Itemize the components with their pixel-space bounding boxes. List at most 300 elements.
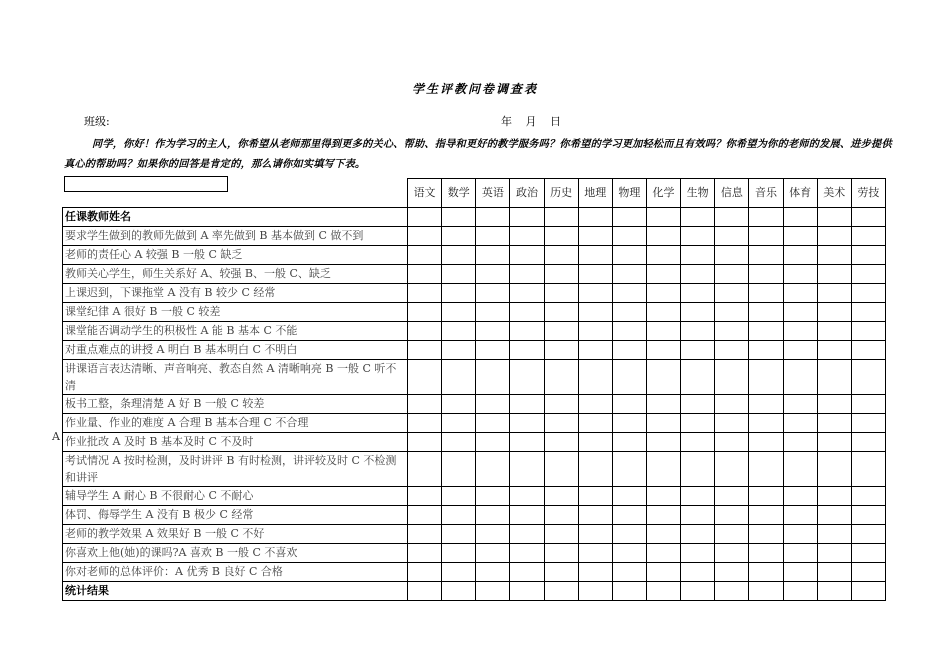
rating-cell[interactable] [408,544,442,563]
rating-cell[interactable] [442,360,476,395]
rating-cell[interactable] [851,582,885,601]
rating-cell[interactable] [783,227,817,246]
rating-cell[interactable] [612,246,646,265]
rating-cell[interactable] [817,433,851,452]
rating-cell[interactable] [817,544,851,563]
rating-cell[interactable] [681,265,715,284]
rating-cell[interactable] [544,322,578,341]
criterion-row [63,452,886,487]
rating-cell[interactable] [817,525,851,544]
rating-cell[interactable] [544,303,578,322]
rating-cell[interactable] [544,246,578,265]
rating-cell[interactable] [783,360,817,395]
rating-cell[interactable] [646,582,680,601]
rating-cell[interactable] [408,414,442,433]
rating-cell[interactable] [851,544,885,563]
rating-cell[interactable] [715,525,749,544]
rating-cell[interactable] [783,506,817,525]
rating-cell[interactable] [749,582,783,601]
row-label: 任课教师姓名 [63,208,408,227]
rating-cell[interactable] [476,246,510,265]
rating-cell[interactable] [612,563,646,582]
rating-cell[interactable] [510,341,544,360]
rating-cell[interactable] [544,582,578,601]
rating-cell[interactable] [715,544,749,563]
rating-cell[interactable] [715,227,749,246]
rating-cell[interactable] [817,341,851,360]
criterion-row [63,227,886,246]
rating-cell[interactable] [510,246,544,265]
rating-cell[interactable] [612,525,646,544]
rating-cell[interactable] [851,341,885,360]
criterion-row [63,563,886,582]
rating-cell[interactable] [578,265,612,284]
rating-cell[interactable] [715,563,749,582]
rating-cell[interactable] [442,452,476,487]
rating-cell[interactable] [476,303,510,322]
rating-cell[interactable] [612,360,646,395]
rating-cell[interactable] [783,544,817,563]
rating-cell[interactable] [510,582,544,601]
row-label: 辅导学生 A 耐心 B 不很耐心 C 不耐心 [63,487,408,506]
rating-cell[interactable] [612,395,646,414]
rating-cell[interactable] [851,452,885,487]
rating-cell[interactable] [612,544,646,563]
rating-cell[interactable] [681,563,715,582]
rating-cell[interactable] [442,582,476,601]
rating-cell[interactable] [646,303,680,322]
rating-cell[interactable] [544,227,578,246]
rating-cell[interactable] [749,395,783,414]
rating-cell[interactable] [681,582,715,601]
rating-cell[interactable] [681,395,715,414]
row-label: 上课迟到，下课拖堂 A 没有 B 较少 C 经常 [63,284,408,303]
rating-cell[interactable] [510,265,544,284]
rating-cell[interactable] [749,452,783,487]
rating-cell[interactable] [612,506,646,525]
side-marker: A [52,430,60,443]
class-label: 班级: [84,115,110,128]
rating-cell[interactable] [749,544,783,563]
rating-cell[interactable] [408,395,442,414]
rating-cell[interactable] [544,360,578,395]
rating-cell[interactable] [476,360,510,395]
rating-cell[interactable] [783,284,817,303]
rating-cell[interactable] [612,414,646,433]
rating-cell[interactable] [817,360,851,395]
rating-cell[interactable] [578,563,612,582]
rating-cell[interactable] [442,208,476,227]
rating-cell[interactable] [510,284,544,303]
rating-cell[interactable] [749,208,783,227]
rating-cell[interactable] [544,265,578,284]
rating-cell[interactable] [612,284,646,303]
rating-cell[interactable] [476,544,510,563]
rating-cell[interactable] [749,563,783,582]
rating-cell[interactable] [544,395,578,414]
rating-cell[interactable] [578,303,612,322]
rating-cell[interactable] [578,525,612,544]
rating-cell[interactable] [578,322,612,341]
rating-cell[interactable] [442,563,476,582]
rating-cell[interactable] [646,341,680,360]
rating-cell[interactable] [510,452,544,487]
rating-cell[interactable] [851,433,885,452]
row-label: 老师的责任心 A 较强 B 一般 C 缺乏 [63,246,408,265]
rating-cell[interactable] [612,208,646,227]
rating-cell[interactable] [578,414,612,433]
rating-cell[interactable] [408,208,442,227]
rating-cell[interactable] [783,487,817,506]
rating-cell[interactable] [646,544,680,563]
rating-cell[interactable] [681,525,715,544]
rating-cell[interactable] [749,506,783,525]
rating-cell[interactable] [681,544,715,563]
rating-cell[interactable] [408,506,442,525]
subject-header: 政治 [510,179,544,208]
rating-cell[interactable] [612,433,646,452]
rating-cell[interactable] [715,452,749,487]
rating-cell[interactable] [646,227,680,246]
rating-cell[interactable] [510,525,544,544]
criterion-row [63,341,886,360]
rating-cell[interactable] [646,433,680,452]
rating-cell[interactable] [783,265,817,284]
rating-cell[interactable] [646,452,680,487]
rating-cell[interactable] [408,582,442,601]
rating-cell[interactable] [749,487,783,506]
rating-cell[interactable] [783,452,817,487]
rating-cell[interactable] [715,246,749,265]
rating-cell[interactable] [851,414,885,433]
rating-cell[interactable] [646,563,680,582]
rating-cell[interactable] [851,265,885,284]
row-label: 教师关心学生，师生关系好 A、较强 B、一般 C、缺乏 [63,265,408,284]
rating-cell[interactable] [476,284,510,303]
rating-cell[interactable] [783,582,817,601]
rating-cell[interactable] [578,395,612,414]
rating-cell[interactable] [817,506,851,525]
rating-cell[interactable] [681,322,715,341]
subject-header: 体育 [783,179,817,208]
rating-cell[interactable] [681,303,715,322]
subject-header: 物理 [612,179,646,208]
rating-cell[interactable] [612,487,646,506]
rating-cell[interactable] [544,208,578,227]
rating-cell[interactable] [476,563,510,582]
rating-cell[interactable] [851,208,885,227]
rating-cell[interactable] [510,303,544,322]
rating-cell[interactable] [715,322,749,341]
rating-cell[interactable] [612,341,646,360]
rating-cell[interactable] [442,544,476,563]
rating-cell[interactable] [681,341,715,360]
rating-cell[interactable] [408,487,442,506]
rating-cell[interactable] [646,395,680,414]
rating-cell[interactable] [408,452,442,487]
rating-cell[interactable] [408,246,442,265]
rating-cell[interactable] [817,395,851,414]
rating-cell[interactable] [408,265,442,284]
rating-cell[interactable] [578,284,612,303]
rating-cell[interactable] [817,414,851,433]
rating-cell[interactable] [681,452,715,487]
rating-cell[interactable] [851,322,885,341]
rating-cell[interactable] [646,246,680,265]
intro-paragraph: 同学，你好！作为学习的主人，你希望从老师那里得到更多的关心、帮助、指导和更好的教学服务吗？你希望的学习更加轻松而且有效吗？你希望为你的老师的发展、进步提供真心的帮助吗？如果你的回答是肯定的，那么请你如实填写下表。 [64,138,892,170]
rating-cell[interactable] [476,341,510,360]
rating-cell[interactable] [646,360,680,395]
rating-cell[interactable] [408,303,442,322]
rating-cell[interactable] [783,395,817,414]
rating-cell[interactable] [715,208,749,227]
rating-cell[interactable] [544,414,578,433]
rating-cell[interactable] [510,487,544,506]
row-label: 对重点难点的讲授 A 明白 B 基本明白 C 不明白 [63,341,408,360]
rating-cell[interactable] [578,544,612,563]
rating-cell[interactable] [715,303,749,322]
rating-cell[interactable] [408,284,442,303]
rating-cell[interactable] [646,208,680,227]
rating-cell[interactable] [817,563,851,582]
rating-cell[interactable] [646,525,680,544]
rating-cell[interactable] [578,433,612,452]
rating-cell[interactable] [578,582,612,601]
rating-cell[interactable] [783,563,817,582]
rating-cell[interactable] [851,525,885,544]
row-label: 作业批改 A 及时 B 基本及时 C 不及时 [63,433,408,452]
rating-cell[interactable] [681,506,715,525]
rating-cell[interactable] [442,395,476,414]
criterion-row [63,360,886,395]
rating-cell[interactable] [442,265,476,284]
rating-cell[interactable] [442,227,476,246]
rating-cell[interactable] [681,246,715,265]
criterion-row [63,506,886,525]
rating-cell[interactable] [544,506,578,525]
rating-cell[interactable] [749,284,783,303]
rating-cell[interactable] [749,246,783,265]
rating-cell[interactable] [408,341,442,360]
rating-cell[interactable] [612,322,646,341]
rating-cell[interactable] [544,544,578,563]
rating-cell[interactable] [817,246,851,265]
rating-cell[interactable] [681,487,715,506]
rating-cell[interactable] [817,322,851,341]
rating-cell[interactable] [408,525,442,544]
rating-cell[interactable] [851,487,885,506]
rating-cell[interactable] [783,246,817,265]
rating-cell[interactable] [442,525,476,544]
rating-cell[interactable] [510,322,544,341]
rating-cell[interactable] [544,341,578,360]
rating-cell[interactable] [851,303,885,322]
rating-cell[interactable] [510,208,544,227]
rating-cell[interactable] [476,525,510,544]
rating-cell[interactable] [715,487,749,506]
rating-cell[interactable] [817,284,851,303]
rating-cell[interactable] [578,227,612,246]
rating-cell[interactable] [715,433,749,452]
rating-cell[interactable] [510,506,544,525]
rating-cell[interactable] [749,433,783,452]
rating-cell[interactable] [476,395,510,414]
rating-cell[interactable] [783,525,817,544]
rating-cell[interactable] [851,227,885,246]
rating-cell[interactable] [442,341,476,360]
rating-cell[interactable] [749,360,783,395]
subject-header: 英语 [476,179,510,208]
rating-cell[interactable] [510,563,544,582]
rating-cell[interactable] [749,341,783,360]
rating-cell[interactable] [681,208,715,227]
rating-cell[interactable] [715,360,749,395]
rating-cell[interactable] [612,582,646,601]
rating-cell[interactable] [749,322,783,341]
rating-cell[interactable] [715,341,749,360]
rating-cell[interactable] [476,322,510,341]
rating-cell[interactable] [851,395,885,414]
rating-cell[interactable] [578,452,612,487]
row-label: 作业量、作业的难度 A 合理 B 基本合理 C 不合理 [63,414,408,433]
rating-cell[interactable] [646,265,680,284]
rating-cell[interactable] [442,246,476,265]
rating-cell[interactable] [612,265,646,284]
rating-cell[interactable] [476,227,510,246]
rating-cell[interactable] [510,414,544,433]
criterion-row [63,395,886,414]
rating-cell[interactable] [544,525,578,544]
rating-cell[interactable] [544,563,578,582]
rating-cell[interactable] [783,208,817,227]
rating-cell[interactable] [510,544,544,563]
rating-cell[interactable] [476,452,510,487]
rating-cell[interactable] [851,246,885,265]
rating-cell[interactable] [578,506,612,525]
rating-cell[interactable] [783,322,817,341]
rating-cell[interactable] [544,284,578,303]
rating-cell[interactable] [408,322,442,341]
rating-cell[interactable] [408,360,442,395]
rating-cell[interactable] [544,487,578,506]
page-title: 学生评教问卷调查表 [411,82,538,96]
rating-cell[interactable] [476,582,510,601]
rating-cell[interactable] [817,265,851,284]
rating-cell[interactable] [817,452,851,487]
rating-cell[interactable] [681,284,715,303]
rating-cell[interactable] [715,265,749,284]
rating-cell[interactable] [442,284,476,303]
rating-cell[interactable] [578,246,612,265]
subject-header: 化学 [646,179,680,208]
rating-cell[interactable] [510,433,544,452]
rating-cell[interactable] [851,506,885,525]
rating-cell[interactable] [749,265,783,284]
row-label: 课堂纪律 A 很好 B 一般 C 较差 [63,303,408,322]
rating-cell[interactable] [646,414,680,433]
rating-cell[interactable] [612,303,646,322]
rating-cell[interactable] [578,208,612,227]
rating-cell[interactable] [783,341,817,360]
rating-cell[interactable] [476,208,510,227]
rating-cell[interactable] [408,227,442,246]
rating-cell[interactable] [544,433,578,452]
rating-cell[interactable] [442,303,476,322]
rating-cell[interactable] [749,227,783,246]
rating-cell[interactable] [544,452,578,487]
rating-cell[interactable] [681,433,715,452]
rating-cell[interactable] [749,303,783,322]
rating-cell[interactable] [646,487,680,506]
rating-cell[interactable] [442,322,476,341]
rating-cell[interactable] [817,303,851,322]
rating-cell[interactable] [783,433,817,452]
rating-cell[interactable] [442,414,476,433]
rating-cell[interactable] [476,414,510,433]
rating-cell[interactable] [681,414,715,433]
date-label: 年 月 日 [501,115,561,128]
rating-cell[interactable] [715,506,749,525]
rating-cell[interactable] [510,227,544,246]
blank-box[interactable] [64,176,228,192]
rating-cell[interactable] [851,563,885,582]
row-label: 老师的教学效果 A 效果好 B 一般 C 不好 [63,525,408,544]
rating-cell[interactable] [783,303,817,322]
rating-cell[interactable] [408,433,442,452]
subject-header: 生物 [681,179,715,208]
rating-cell[interactable] [715,414,749,433]
rating-cell[interactable] [578,360,612,395]
rating-cell[interactable] [817,208,851,227]
criterion-row [63,544,886,563]
rating-cell[interactable] [851,360,885,395]
rating-cell[interactable] [817,582,851,601]
rating-cell[interactable] [749,414,783,433]
rating-cell[interactable] [646,322,680,341]
rating-cell[interactable] [476,433,510,452]
subject-header: 地理 [578,179,612,208]
rating-cell[interactable] [476,487,510,506]
rating-cell[interactable] [715,284,749,303]
rating-cell[interactable] [442,433,476,452]
rating-cell[interactable] [783,414,817,433]
rating-cell[interactable] [476,265,510,284]
rating-cell[interactable] [749,525,783,544]
rating-cell[interactable] [510,395,544,414]
criterion-row [63,487,886,506]
rating-cell[interactable] [476,506,510,525]
rating-cell[interactable] [408,563,442,582]
rating-cell[interactable] [817,227,851,246]
rating-cell[interactable] [578,487,612,506]
rating-cell[interactable] [578,341,612,360]
rating-cell[interactable] [851,284,885,303]
rating-cell[interactable] [510,360,544,395]
rating-cell[interactable] [715,395,749,414]
rating-cell[interactable] [681,360,715,395]
rating-cell[interactable] [817,487,851,506]
rating-cell[interactable] [715,582,749,601]
rating-cell[interactable] [646,284,680,303]
rating-cell[interactable] [646,506,680,525]
result-row [63,582,886,601]
rating-cell[interactable] [681,227,715,246]
rating-cell[interactable] [612,452,646,487]
rating-cell[interactable] [612,227,646,246]
row-label: 统计结果 [63,582,408,601]
rating-cell[interactable] [442,487,476,506]
rating-cell[interactable] [442,506,476,525]
